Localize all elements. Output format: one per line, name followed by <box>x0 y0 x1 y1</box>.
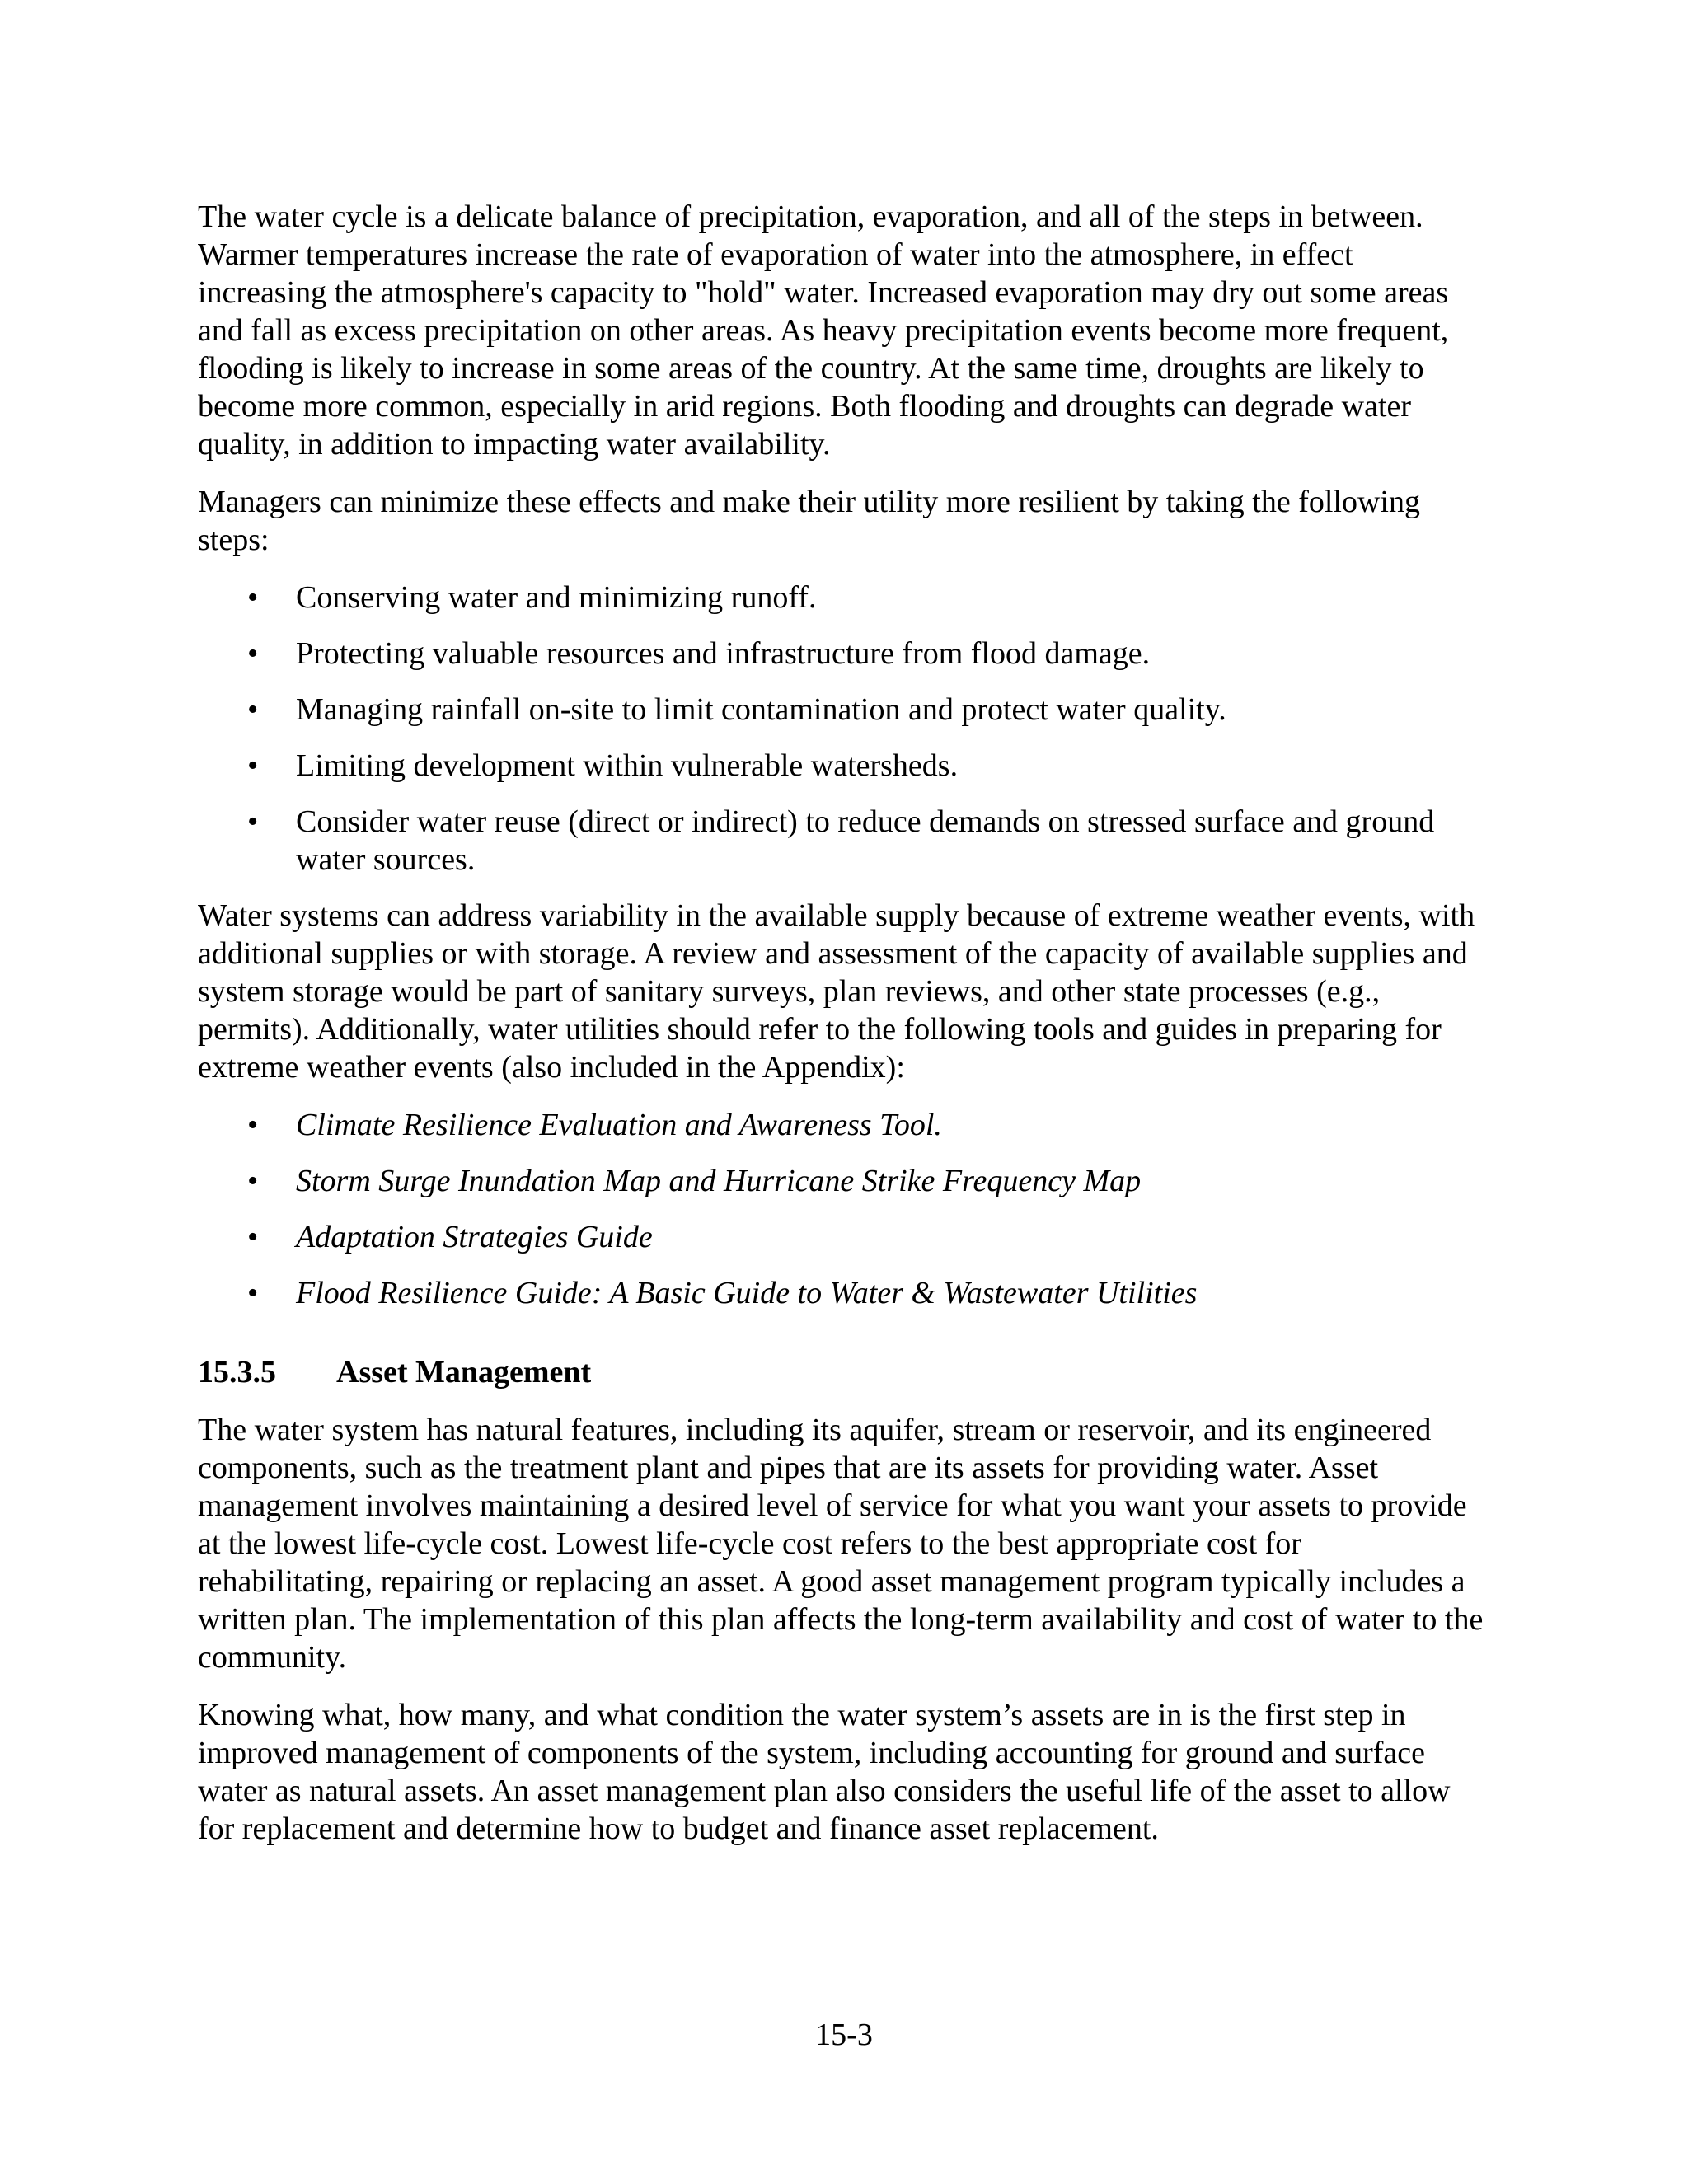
section-number: 15.3.5 <box>198 1355 276 1390</box>
steps-list <box>198 579 1484 879</box>
list-item <box>198 747 1484 785</box>
list-item <box>198 803 1484 879</box>
document-body <box>198 198 1484 1868</box>
tools-list <box>198 1106 1484 1312</box>
page-number: 15-3 <box>815 2018 873 2052</box>
list-item-text: Managing rainfall on-site to limit contamination and protect water quality. <box>296 692 1226 727</box>
bullet-icon: • <box>247 580 259 615</box>
paragraph-asset-features: The water system has natural features, including its aquifer, stream or reservoir, and its engineered components, such as the treatment plant and pipes that are its assets for providing water. Asset management involves maintaining a desired level of service for what you want your assets to provide at the lowest life-cycle cost. Lowest life-cycle cost refers to the best appropriate cost for rehabilitating, repairing or replacing an asset. A good asset management program typically includes a written plan. The implementation of this plan affects the long-term availability and cost of water to the community. <box>198 1413 1484 1675</box>
tool-title: Storm Surge Inundation Map and Hurricane Strike Frequency Map <box>296 1164 1142 1198</box>
list-item-text: Protecting valuable resources and infrastructure from flood damage. <box>296 636 1151 671</box>
bullet-icon: • <box>247 636 259 671</box>
section-heading <box>198 1353 1484 1391</box>
tool-title: Flood Resilience Guide: A Basic Guide to Water & Wastewater Utilities <box>296 1276 1198 1310</box>
list-item <box>198 691 1484 729</box>
list-item-text: Consider water reuse (direct or indirect) to reduce demands on stressed surface and ground water sources. <box>296 804 1435 877</box>
list-item-text: Conserving water and minimizing runoff. <box>296 580 817 615</box>
paragraph-managers-steps: Managers can minimize these effects and make their utility more resilient by taking the following steps: <box>198 485 1420 557</box>
list-item-text: Limiting development within vulnerable watersheds. <box>296 748 959 783</box>
bullet-icon: • <box>247 692 259 727</box>
paragraph-asset-knowing: Knowing what, how many, and what condition the water system’s assets are in is the first step in improved management of components of the system, including accounting for ground and surface water as natural assets. An asset management plan also considers the useful life of the asset to allow for replacement and determine how to budget and finance asset replacement. <box>198 1698 1451 1846</box>
bullet-icon: • <box>247 1108 259 1142</box>
paragraph-water-systems: Water systems can address variability in the available supply because of extreme weather events, with additional supplies or with storage. A review and assessment of the capacity of available supplies and system storage would be part of sanitary surveys, plan reviews, and other state processes (e.g., permits). Additionally, water utilities should refer to the following tools and guides in preparing for extreme weather events (also included in the Appendix): <box>198 898 1475 1085</box>
tool-title: Adaptation Strategies Guide <box>296 1220 653 1254</box>
section-title: Asset Management <box>336 1355 592 1390</box>
list-item <box>198 1106 1484 1144</box>
list-item <box>198 579 1484 616</box>
list-item <box>198 1274 1484 1312</box>
bullet-icon: • <box>247 748 259 783</box>
bullet-icon: • <box>247 804 259 839</box>
bullet-icon: • <box>247 1164 259 1198</box>
list-item <box>198 1162 1484 1200</box>
paragraph-water-cycle: The water cycle is a delicate balance of precipitation, evaporation, and all of the steps in between. Warmer temperatures increase the rate of evaporation of water into the atmosphere, in effect increasing the atmosphere's capacity to "hold" water. Increased evaporation may dry out some areas and fall as excess precipitation on other areas. As heavy precipitation events become more frequent, flooding is likely to increase in some areas of the country. At the same time, droughts are likely to become more common, especially in arid regions. Both flooding and droughts can degrade water quality, in addition to impacting water availability. <box>198 199 1449 462</box>
list-item <box>198 1218 1484 1256</box>
bullet-icon: • <box>247 1276 259 1310</box>
tool-title: Climate Resilience Evaluation and Awareness Tool. <box>296 1108 942 1142</box>
bullet-icon: • <box>247 1220 259 1254</box>
list-item <box>198 635 1484 673</box>
